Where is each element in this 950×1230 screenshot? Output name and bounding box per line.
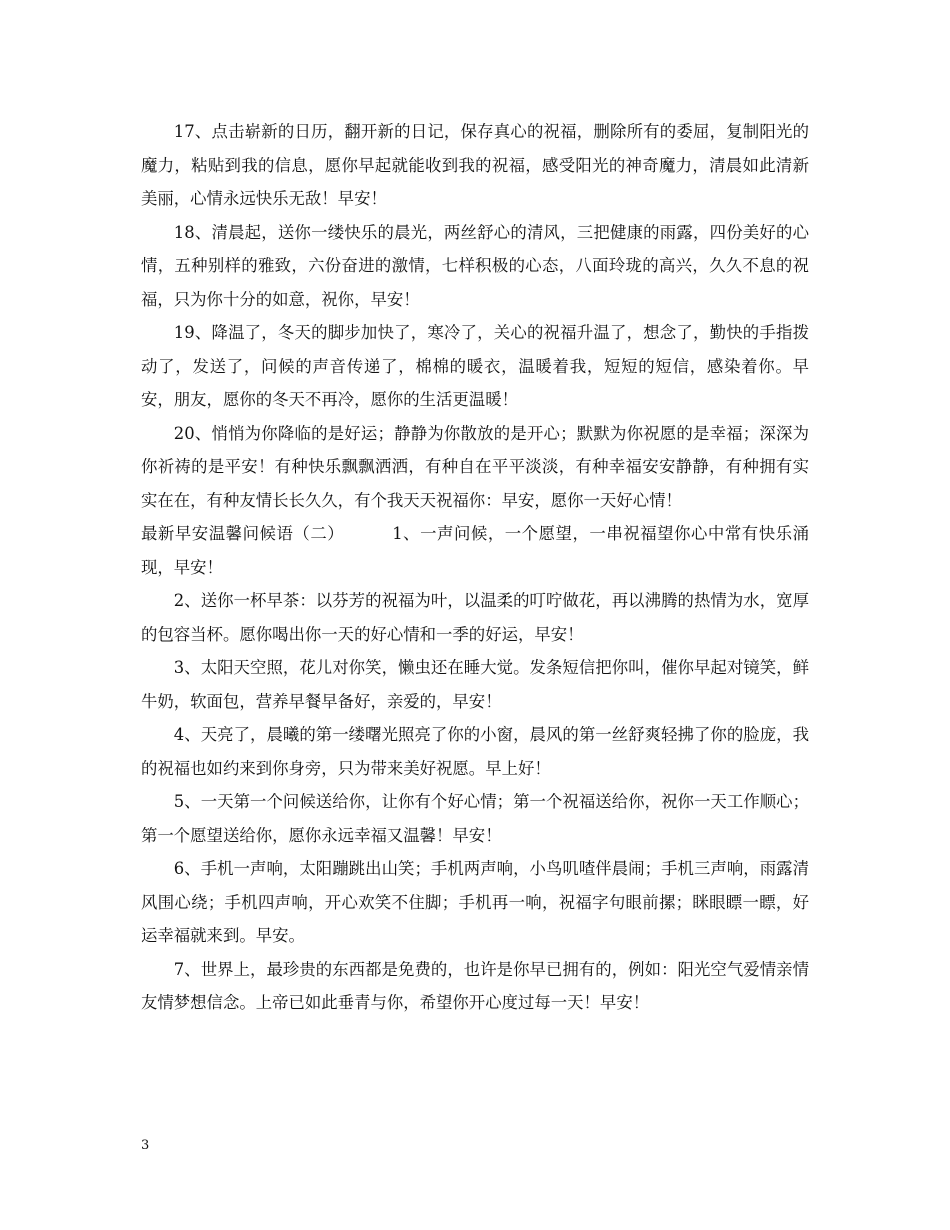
paragraph-7: 7、世界上，最珍贵的东西都是免费的，也许是你早已拥有的，例如：阳光空气爱情亲情友情梦想信念。上帝已如此垂青与你，希望你开心度过每一天！早安！ <box>141 959 809 1012</box>
paragraph-2: 2、送你一杯早茶：以芬芳的祝福为叶，以温柔的叮咛做花，再以沸腾的热情为水，宽厚的包容当杯。愿你喝出你一天的好心情和一季的好运，早安！ <box>141 591 809 644</box>
paragraph-5: 5、一天第一个问候送给你，让你有个好心情；第一个祝福送给你，祝你一天工作顺心；第一个愿望送给你，愿你永远幸福又温馨！早安！ <box>141 792 809 845</box>
section-heading: 最新早安温馨问候语（二） <box>141 524 345 543</box>
paragraph-18: 18、清晨起，送你一缕快乐的晨光，两丝舒心的清风，三把健康的雨露，四份美好的心情，五种别样的雅致，六份奋进的激情，七样积极的心态，八面玲珑的高兴，久久不息的祝福，只为你十分的如意，祝你，早安！ <box>141 222 809 309</box>
paragraph-4: 4、天亮了，晨曦的第一缕曙光照亮了你的小窗，晨风的第一丝舒爽轻拂了你的脸庞，我的祝福也如约来到你身旁，只为带来美好祝愿。早上好！ <box>141 725 809 778</box>
section-heading-line <box>141 517 809 584</box>
section-item-1: 1、一声问候，一个愿望，一串祝福望你心中常有快乐涌现，早安！ <box>141 524 809 577</box>
paragraph-20: 20、悄悄为你降临的是好运；静静为你散放的是开心；默默为你祝愿的是幸福；深深为你祈祷的是平安！有种快乐飘飘洒洒，有种自在平平淡淡，有种幸福安安静静，有种拥有实实在在，有种友情长长久久，有个我天天祝福你：早安，愿你一天好心情！ <box>141 423 809 510</box>
paragraph-3: 3、太阳天空照，花儿对你笑，懒虫还在睡大觉。发条短信把你叫，催你早起对镜笑，鲜牛奶，软面包，营养早餐早备好，亲爱的，早安！ <box>141 658 809 711</box>
document-body <box>141 115 809 1020</box>
paragraph-6: 6、手机一声响，太阳蹦跳出山笑；手机两声响，小鸟叽喳伴晨闹；手机三声响，雨露清风围心绕；手机四声响，开心欢笑不住脚；手机再一响，祝福字句眼前摞；眯眼瞟一瞟，好运幸福就来到。早安。 <box>141 859 809 945</box>
paragraph-19: 19、降温了，冬天的脚步加快了，寒冷了，关心的祝福升温了，想念了，勤快的手指拨动了，发送了，问候的声音传递了，棉棉的暖衣，温暖着我，短短的短信，感染着你。早安，朋友，愿你的冬天不再冷，愿你的生活更温暖！ <box>141 323 809 409</box>
paragraph-17: 17、点击崭新的日历，翻开新的日记，保存真心的祝福，删除所有的委屈，复制阳光的魔力，粘贴到我的信息，愿你早起就能收到我的祝福，感受阳光的神奇魔力，清晨如此清新美丽，心情永远快乐无敌！早安！ <box>141 122 809 208</box>
page-number: 3 <box>141 1138 150 1153</box>
